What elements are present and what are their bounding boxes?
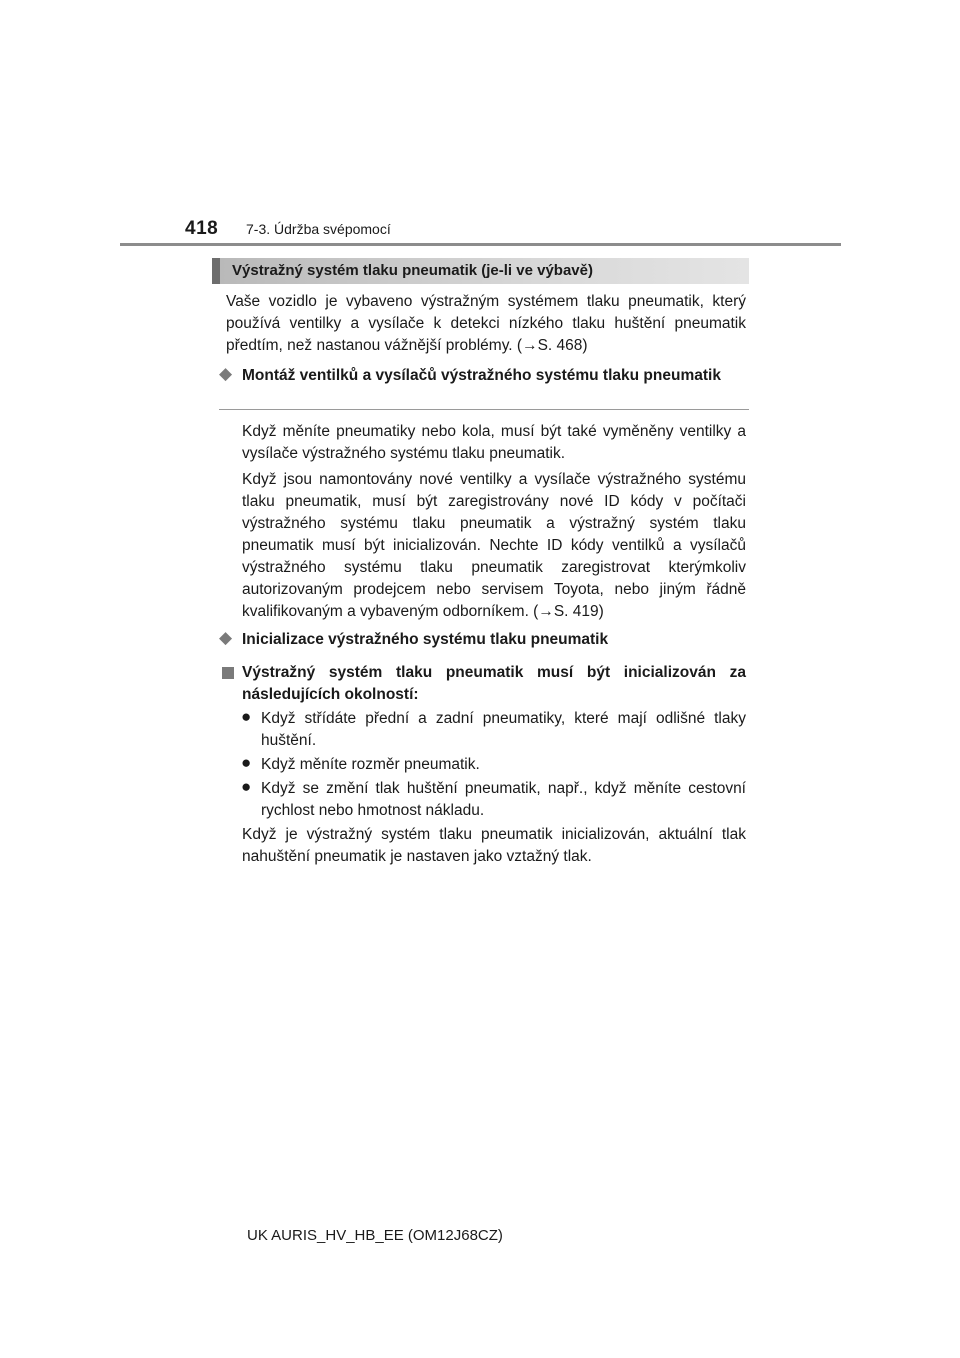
bullet-icon: ● [241, 777, 252, 796]
box-heading-text: Výstražný systém tlaku pneumatik (je-li ve výbavě) [232, 262, 593, 279]
square-bullet-icon [222, 667, 234, 679]
section-title: 7-3. Údržba svépomocí [246, 221, 391, 237]
diamond-icon: ◆ [219, 628, 233, 647]
header-rule [120, 243, 841, 246]
mounting-heading: Montáž ventilků a vysílačů výstražného systému tlaku pneumatik [242, 367, 721, 384]
mounting-paragraph-2: Když jsou namontovány nové ventilky a vysílače výstražného systému tlaku pneumatik, musí být zaregistrovány nové ID kódy v počítači výstražného systému tlaku pneumatik a výstražný systém tlaku pneumatik musí být inicializován. Nechte ID kódy ventilků a vysílačů výstražného systému tlaku pneumatik zaregistrovat kterýmkoliv autorizovaným prodejcem nebo servisem Toyota, nebo jiným řádně kvalifikovaným a vybaveným odborníkem. (→S. 419) [242, 471, 746, 620]
bullet-icon: ● [241, 753, 252, 772]
list-item: Když se změní tlak huštění pneumatik, např., když měníte cestovní rychlost nebo hmotnost nákladu. [261, 780, 746, 819]
document-code-footer: UK AURIS_HV_HB_EE (OM12J68CZ) [247, 1227, 503, 1244]
list-item: Když střídáte přední a zadní pneumatiky, které mají odlišné tlaky huštění. [261, 710, 746, 749]
diamond-icon: ◆ [219, 364, 233, 383]
list-item: Když měníte rozměr pneumatik. [261, 756, 480, 773]
intro-paragraph: Vaše vozidlo je vybaveno výstražným systémem tlaku pneumatik, který používá ventilky a vysílače k detekci nízkého tlaku huštění pneumatik předtím, než nastanou vážnější problémy. (→S. 468) [226, 293, 746, 354]
page-number: 418 [185, 218, 219, 239]
mounting-paragraph-1: Když měníte pneumatiky nebo kola, musí být také vyměněny ventilky a vysílače výstražného systému tlaku pneumatik. [242, 423, 746, 462]
closing-paragraph: Když je výstražný systém tlaku pneumatik inicializován, aktuální tlak nahuštění pneumatik je nastaven jako vztažný tlak. [242, 826, 746, 865]
subheading-rule [219, 409, 749, 410]
box-heading [212, 258, 749, 284]
bullet-icon: ● [241, 707, 252, 726]
conditions-heading: Výstražný systém tlaku pneumatik musí být inicializován za následujících okolností: [242, 664, 746, 703]
initialization-heading: Inicializace výstražného systému tlaku pneumatik [242, 631, 609, 648]
